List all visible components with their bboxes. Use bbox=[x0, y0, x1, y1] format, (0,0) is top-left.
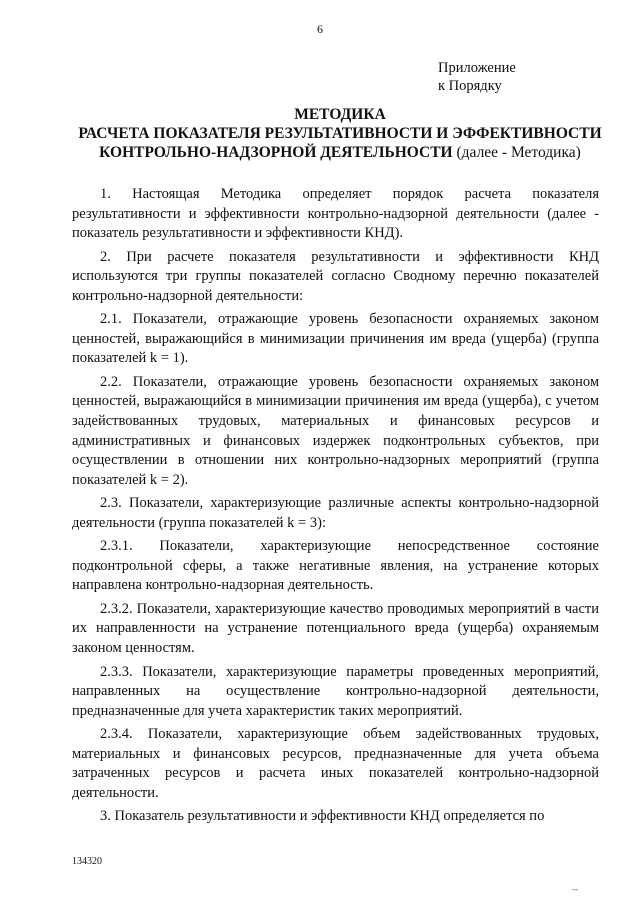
paragraph-2-3-1: 2.3.1. Показатели, характеризующие непосредственное состояние подконтрольной сферы, а также негативные явления, на устранение которых направлена контрольно-надзорная деятельность. bbox=[72, 538, 599, 594]
title-line-2: РАСЧЕТА ПОКАЗАТЕЛЯ РЕЗУЛЬТАТИВНОСТИ И ЭФФЕКТИВНОСТИ bbox=[78, 125, 602, 142]
paragraph-2-3-2: 2.3.2. Показатели, характеризующие качество проводимых мероприятий в части их направленности на устранение потенциального вреда (ущерба) охраняемым законом ценностям. bbox=[72, 600, 599, 657]
title-line-3 bbox=[60, 143, 620, 162]
paragraph-2: 2. При расчете показателя результативности и эффективности КНД используются три группы показателей согласно Сводному перечню показателей контрольно-надзорной деятельности: bbox=[72, 248, 599, 304]
title-line-1: МЕТОДИКА bbox=[294, 106, 386, 123]
paragraph-2-3-3: 2.3.3. Показатели, характеризующие параметры проведенных мероприятий, направленных на осуществление контрольно-надзорной деятельности, предназначенные для учета характеристик таких мероприятий. bbox=[72, 663, 599, 719]
page-number: 6 bbox=[317, 22, 323, 36]
paragraph-2-3-4: 2.3.4. Показатели, характеризующие объем задействованных трудовых, материальных и финансовых ресурсов, предназначенные для учета объема затраченных ресурсов и расчета иных показателей контрольно-надзорной деятельности. bbox=[72, 726, 599, 801]
appendix-reference bbox=[438, 59, 516, 95]
paragraph-3: 3. Показатель результативности и эффективности КНД определяется по bbox=[100, 808, 545, 825]
paragraph-2-1: 2.1. Показатели, отражающие уровень безопасности охраняемых законом ценностей, выражающийся в минимизации причинения им вреда (ущерба) (группа показателей k = 1). bbox=[72, 311, 599, 367]
document-body bbox=[72, 185, 599, 831]
document-title bbox=[60, 105, 620, 162]
corner-mark: -- bbox=[572, 884, 578, 894]
appendix-line-1: Приложение bbox=[438, 60, 516, 76]
appendix-line-2: к Порядку bbox=[438, 78, 502, 94]
paragraph-1: 1. Настоящая Методика определяет порядок расчета показателя результативности и эффективности контрольно-надзорной деятельности (далее - показатель результативности и эффективности КНД). bbox=[72, 186, 599, 242]
title-line-3-suffix: (далее - Методика) bbox=[452, 144, 581, 161]
title-line-3-bold: КОНТРОЛЬНО-НАДЗОРНОЙ ДЕЯТЕЛЬНОСТИ bbox=[99, 144, 453, 161]
paragraph-2-3: 2.3. Показатели, характеризующие различные аспекты контрольно-надзорной деятельности (группа показателей k = 3): bbox=[72, 495, 599, 531]
footer-code: 134320 bbox=[72, 856, 102, 867]
paragraph-2-2: 2.2. Показатели, отражающие уровень безопасности охраняемых законом ценностей, выражающийся в минимизации причинения им вреда (ущерба), с учетом задействованных трудовых, материальных и финансовых ресурсов и административных и финансовых издержек подконтрольных субъектов, при осуществлении в отношении них контрольно-надзорных мероприятий (группа показателей k = 2). bbox=[72, 373, 599, 488]
